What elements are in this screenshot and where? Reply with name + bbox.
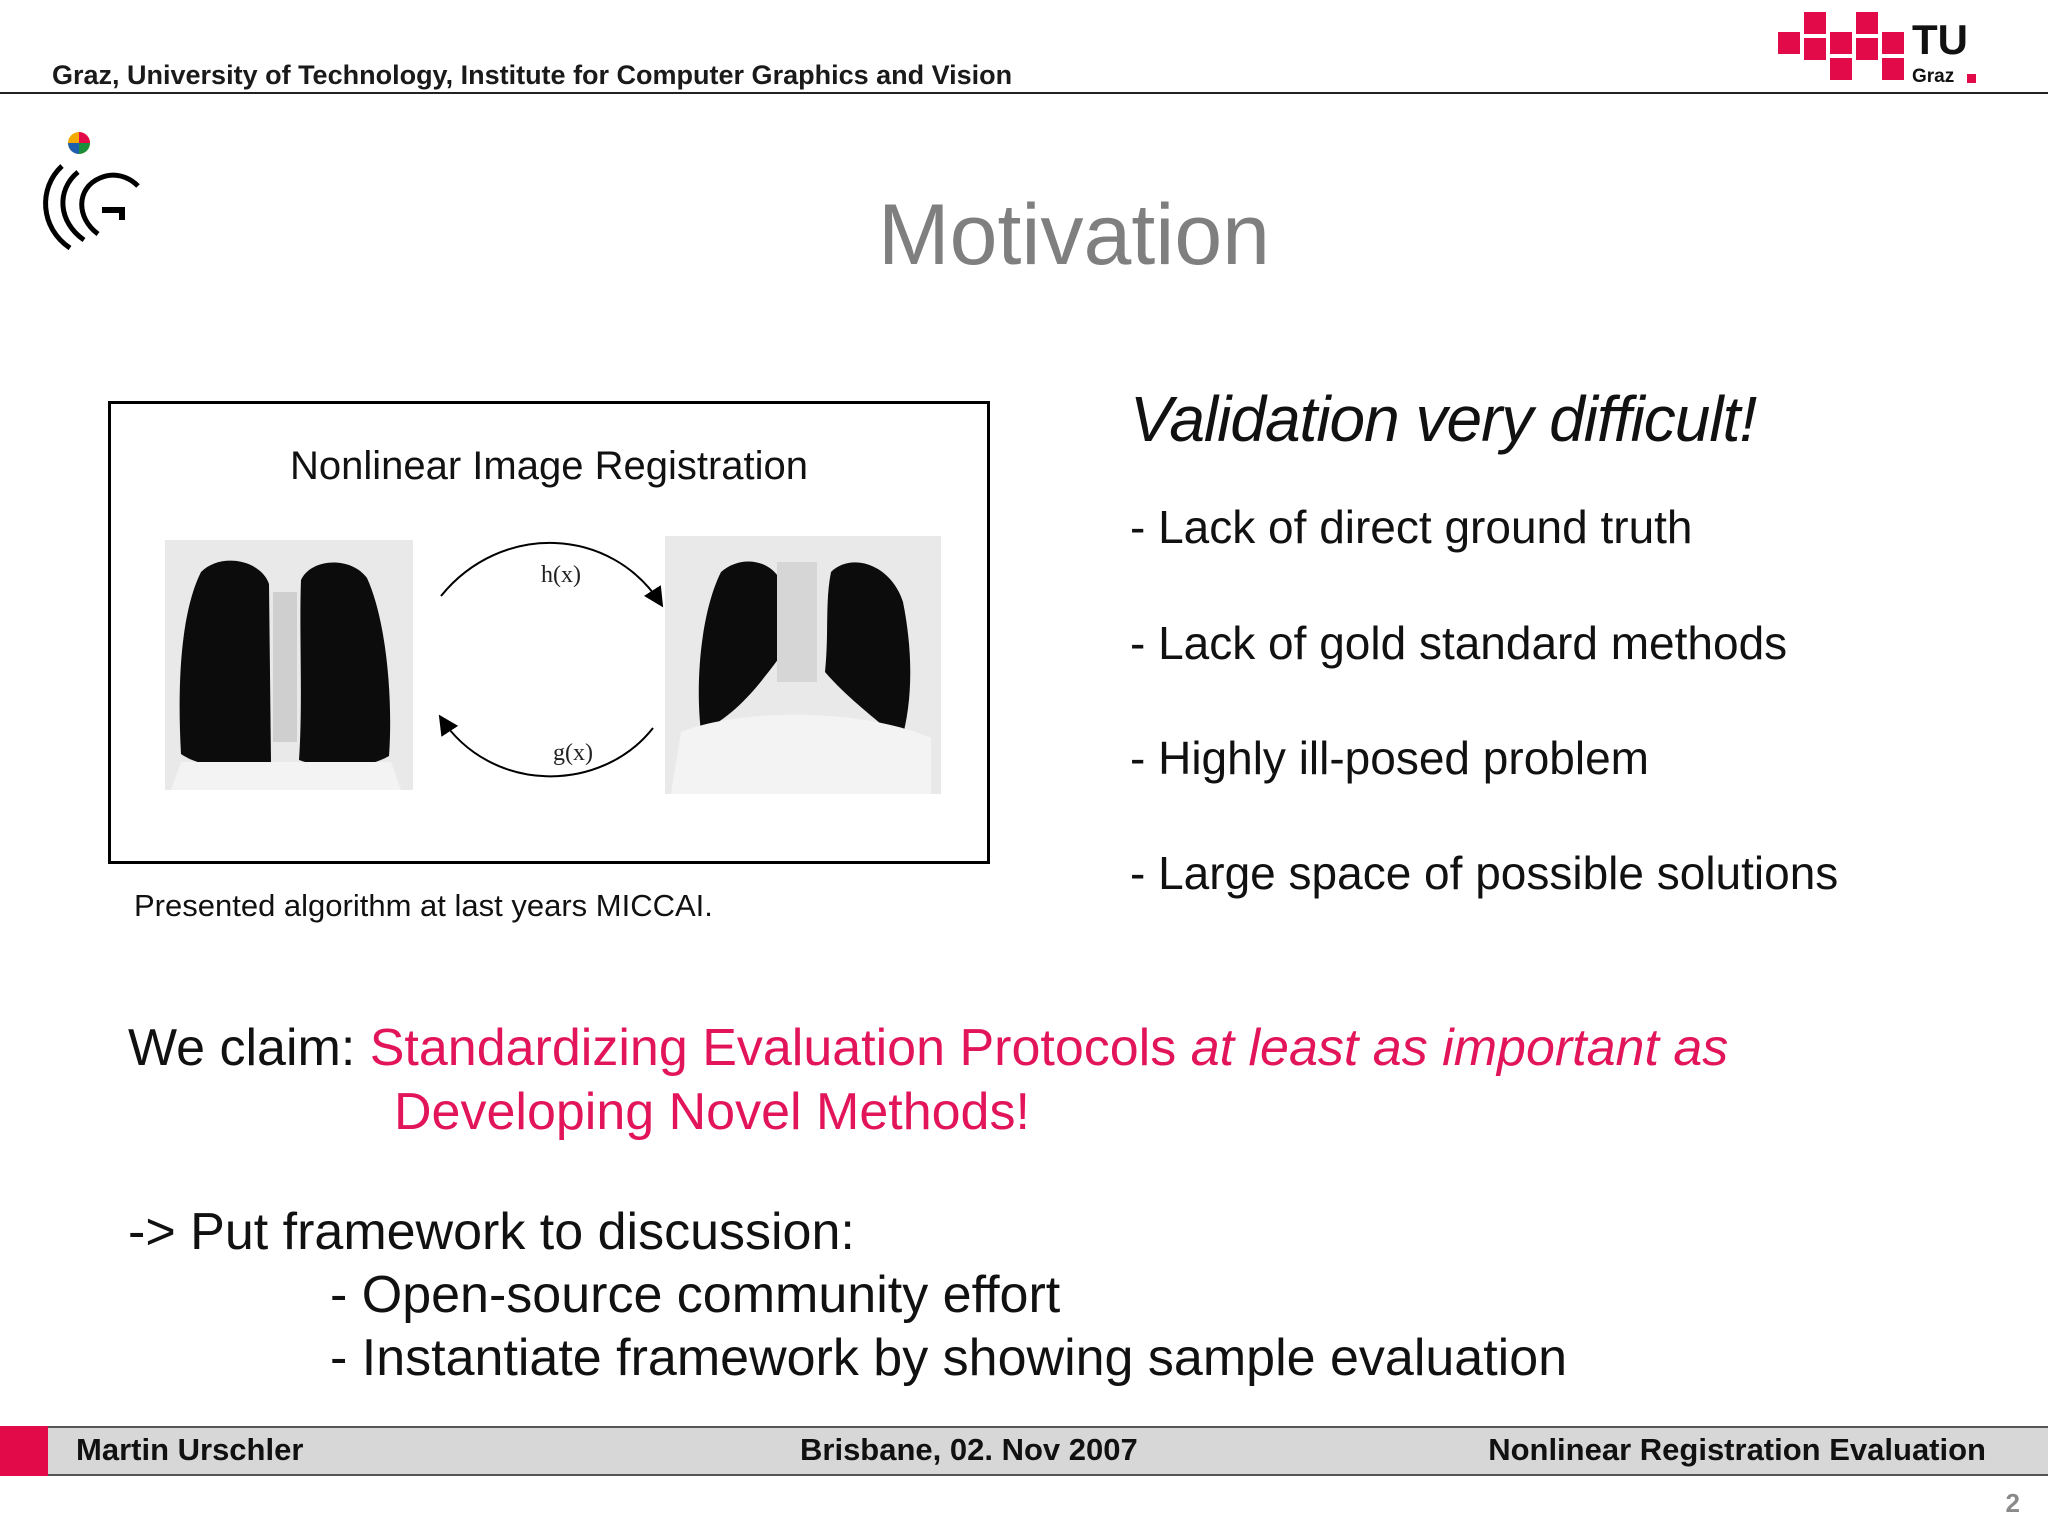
footer-author: Martin Urschler	[76, 1432, 304, 1467]
page-number: 2	[2005, 1488, 2020, 1518]
registration-figure	[108, 401, 990, 864]
claim-statement	[128, 1018, 1728, 1078]
validation-bullet: - Large space of possible solutions	[1130, 847, 1839, 899]
figure-title: Nonlinear Image Registration	[289, 444, 809, 488]
backward-transform-label: g(x)	[553, 740, 593, 766]
header-institute: Graz, University of Technology, Institute for Computer Graphics and Vision	[52, 60, 1013, 90]
framework-item: - Open-source community effort	[330, 1266, 1061, 1324]
source-lung-image	[165, 540, 413, 790]
validation-bullet: - Lack of direct ground truth	[1130, 501, 1693, 553]
header-divider	[0, 92, 2048, 94]
validation-bullet: - Highly ill-posed problem	[1130, 732, 1649, 784]
footer-topic: Nonlinear Registration Evaluation	[1488, 1432, 1986, 1467]
framework-item: - Instantiate framework by showing sample evaluation	[330, 1329, 1568, 1387]
validation-bullet: - Lack of gold standard methods	[1130, 617, 1788, 669]
slide-title: Motivation	[878, 187, 1270, 283]
forward-transform-label: h(x)	[541, 562, 581, 588]
tu-logo-text: TU	[1912, 16, 1968, 63]
graz-logo-text: Graz	[1912, 66, 1955, 87]
claim-highlight-italic: at least as important as	[1190, 1019, 1729, 1077]
validation-heading: Validation very difficult!	[1130, 383, 1757, 455]
claim-highlight: Standardizing Evaluation Protocols	[369, 1019, 1191, 1077]
footer-accent	[0, 1426, 48, 1476]
claim-prefix: We claim:	[128, 1019, 370, 1077]
figure-caption: Presented algorithm at last years MICCAI.	[134, 888, 713, 923]
framework-heading: -> Put framework to discussion:	[128, 1203, 855, 1261]
footer-place-date: Brisbane, 02. Nov 2007	[800, 1432, 1138, 1467]
tu-graz-logo	[1778, 12, 1978, 87]
target-lung-image	[665, 536, 941, 794]
claim-statement-line2: Developing Novel Methods!	[394, 1083, 1030, 1141]
lung-ct-illustration	[161, 532, 943, 797]
